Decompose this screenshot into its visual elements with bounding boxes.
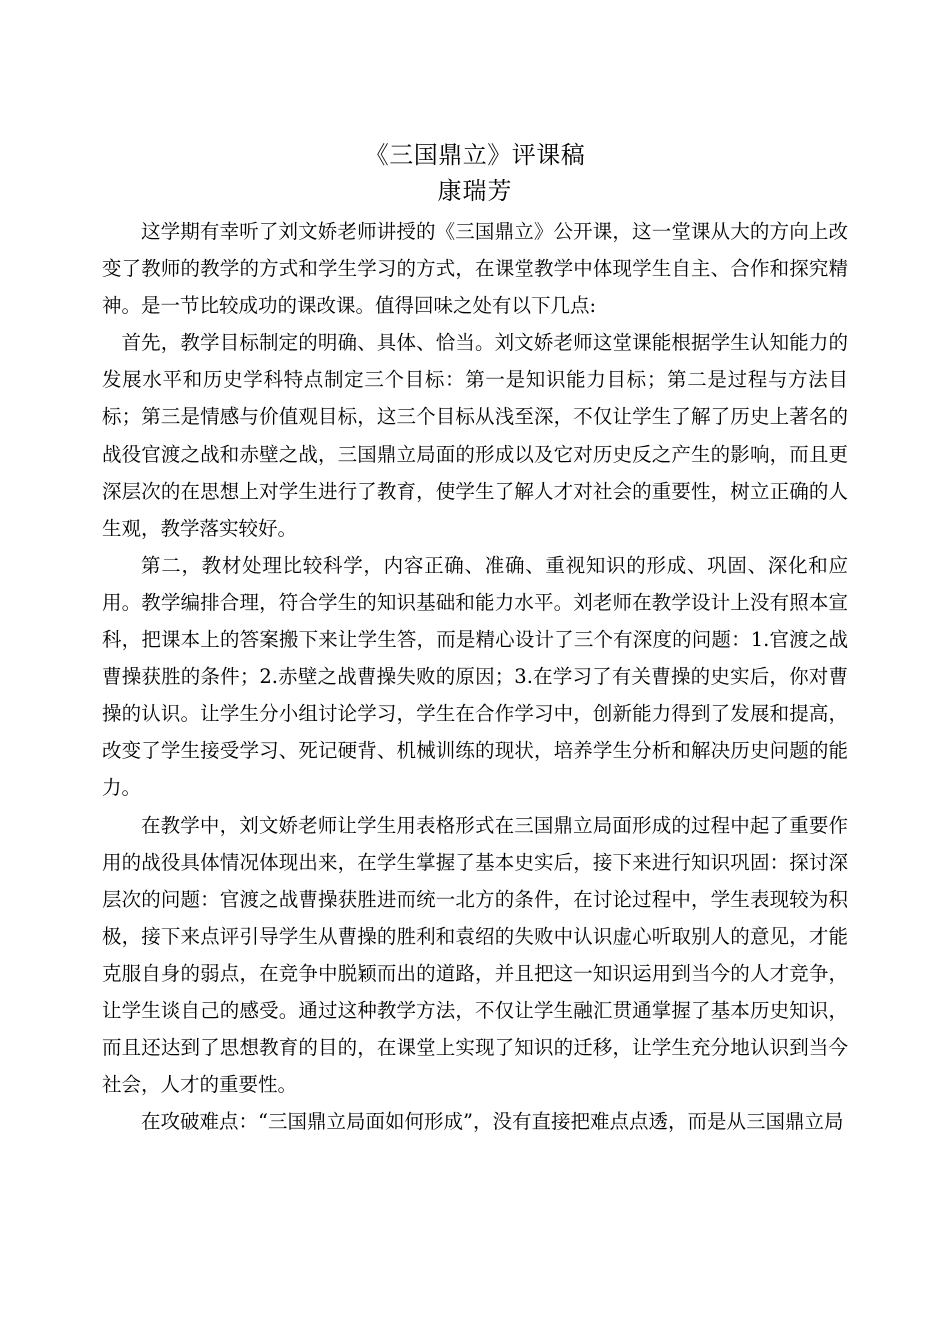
paragraph-second-point: 第二，教材处理比较科学，内容正确、准确、重视知识的形成、巩固、深化和应用。教学编排合理，符合学生的知识基础和能力水平。刘老师在教学设计上没有照本宣科，把课本上的答案搬下来让学生答，而是精心设计了三个有深度的问题：1.官渡之战曹操获胜的条件；2.赤壁之战曹操失败的原因；3.在学习了有关曹操的史实后，你对曹操的认识。让学生分小组讨论学习，学生在合作学习中，创新能力得到了发展和提高，改变了学生接受学习、死记硬背、机械训练的现状，培养学生分析和解决历史问题的能力。: [102, 553, 848, 800]
paragraph-difficult-point: 在攻破难点：“三国鼎立局面如何形成”，没有直接把难点点透，而是从三国鼎立局: [141, 1110, 844, 1134]
document-title: 《三国鼎立》评课稿: [364, 141, 586, 169]
paragraph-first-point: 首先，教学目标制定的明确、具体、恰当。刘文娇老师这堂课能根据学生认知能力的发展水平和历史学科特点制定三个目标：第一是知识能力目标；第二是过程与方法目标；第三是情感与价值观目标，这三个目标从浅至深，不仅让学生了解了历史上著名的战役官渡之战和赤壁之战，三国鼎立局面的形成以及它对历史反之产生的影响，而且更深层次的在思想上对学生进行了教育，使学生了解人才对社会的重要性，树立正确的人生观，教学落实较好。: [102, 331, 848, 540]
paragraph-teaching-process: 在教学中，刘文娇老师让学生用表格形式在三国鼎立局面形成的过程中起了重要作用的战役具体情况体现出来，在学生掌握了基本史实后，接下来进行知识巩固：探讨深层次的问题：官渡之战曹操获胜进而统一北方的条件，在讨论过程中，学生表现较为积极，接下来点评引导学生从曹操的胜利和袁绍的失败中认识虚心听取别人的意见，才能克服自身的弱点，在竞争中脱颖而出的道路，并且把这一知识运用到当今的人才竞争，让学生谈自己的感受。通过这种教学方法，不仅让学生融汇贯通掌握了基本历史知识，而且还达到了思想教育的目的，在课堂上实现了知识的迁移，让学生充分地认识到当今社会，人才的重要性。: [102, 813, 848, 1097]
paragraph-intro: 这学期有幸听了刘文娇老师讲授的《三国鼎立》公开课，这一堂课从大的方向上改变了教师的教学的方式和学生学习的方式，在课堂教学中体现学生自主、合作和探究精神。是一节比较成功的课改课。值得回味之处有以下几点:: [102, 220, 848, 318]
document-author: 康瑞芳: [437, 177, 513, 205]
document-body: [102, 213, 848, 1140]
